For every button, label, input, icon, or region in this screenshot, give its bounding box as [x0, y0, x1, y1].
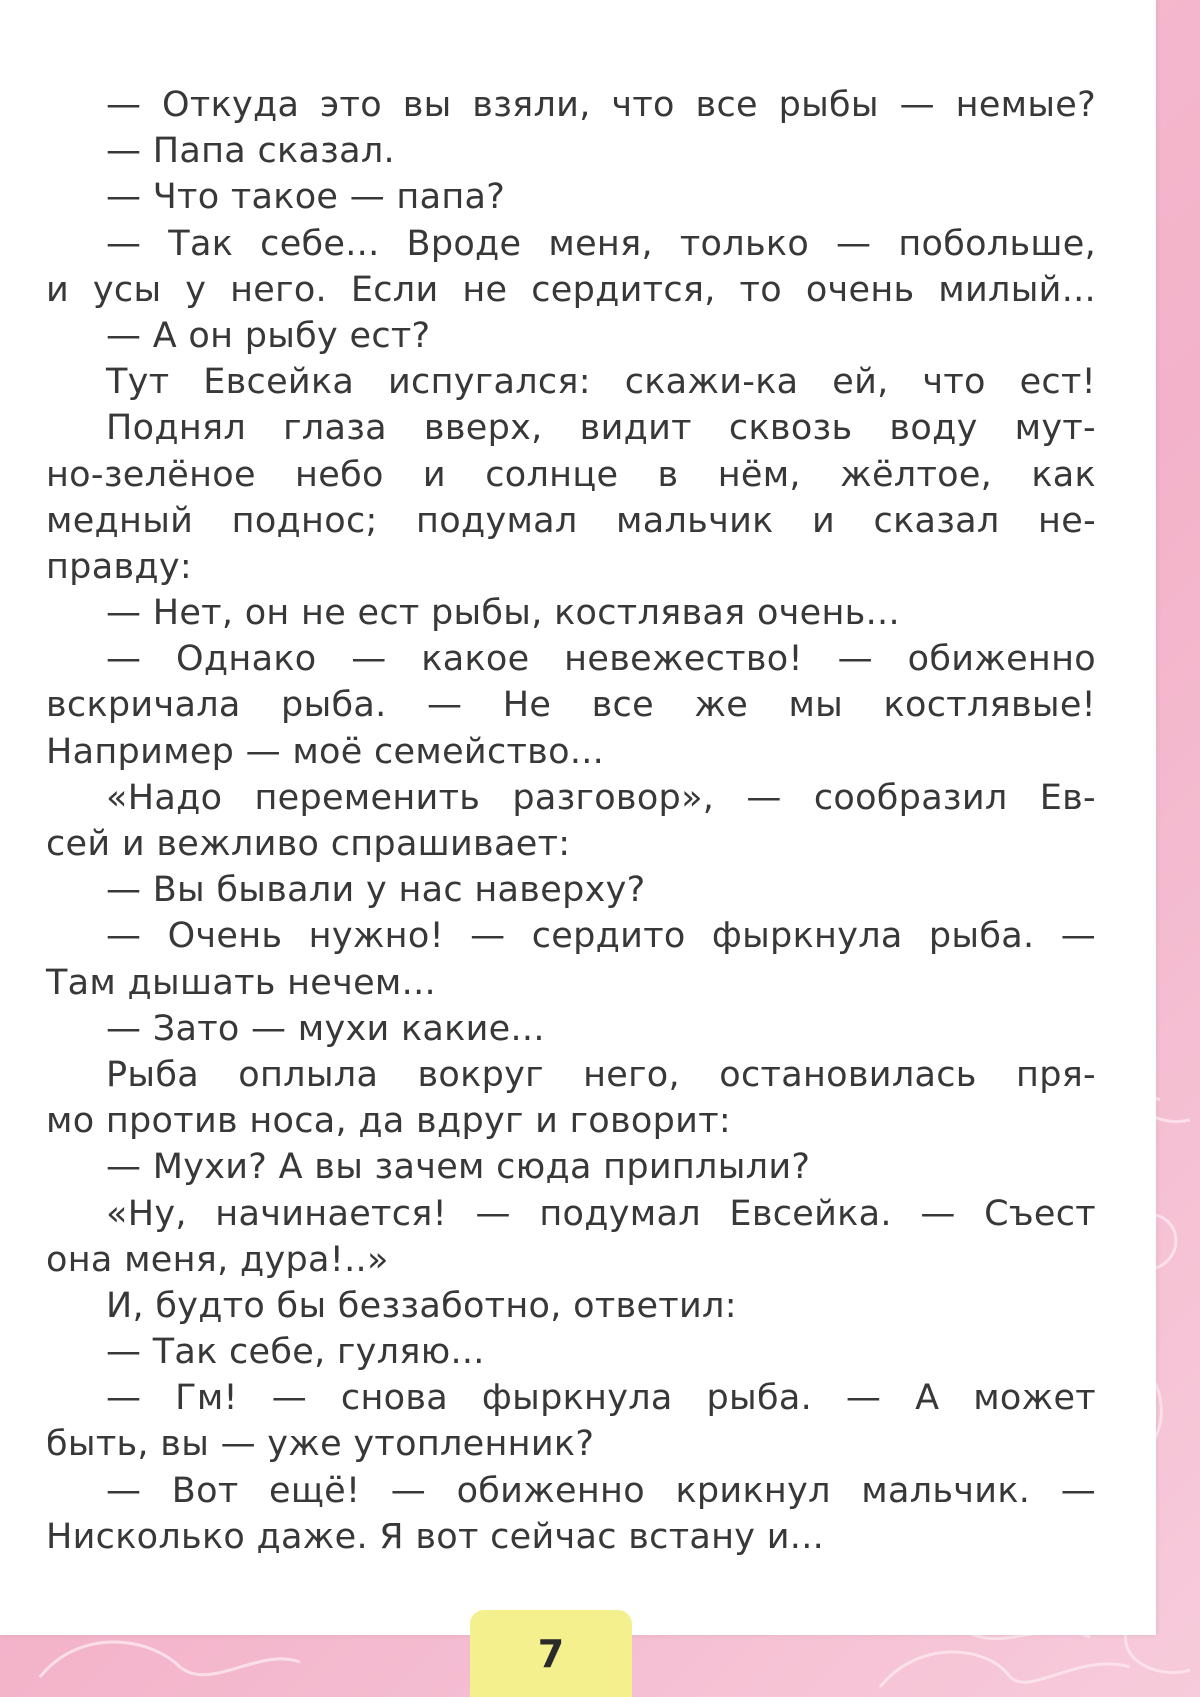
text-line: правду:	[46, 546, 192, 587]
text-line: — Папа сказал.	[106, 131, 395, 172]
text-line: — Мухи? А вы зачем сюда приплыли?	[106, 1147, 811, 1188]
story-text	[46, 82, 1096, 1560]
text-line: Рыба оплыла вокруг него, остановилась пря-	[106, 1054, 1096, 1095]
text-line: Там дышать нечем...	[46, 962, 436, 1003]
text-line: быть, вы — уже утопленник?	[46, 1424, 595, 1465]
text-line: — Гм! — снова фыркнула рыба. — А может	[106, 1378, 1096, 1419]
text-line: вскричала рыба. — Не все же мы костлявые!	[46, 685, 1096, 726]
text-line: — Так себе... Вроде меня, только — побольше,	[106, 223, 1096, 264]
text-line: — Нет, он не ест рыбы, костлявая очень...	[106, 593, 900, 634]
text-line: но-зелёное небо и солнце в нём, жёлтое, как	[46, 454, 1096, 495]
text-line: — Вы бывали у нас наверху?	[106, 870, 646, 911]
text-line: Поднял глаза вверх, видит сквозь воду мут-	[106, 408, 1096, 449]
text-line: Тут Евсейка испугался: скажи-ка ей, что ест!	[106, 362, 1096, 403]
text-line: — Вот ещё! — обиженно крикнул мальчик. —	[106, 1470, 1096, 1511]
text-line: и усы у него. Если не сердится, то очень милый...	[46, 269, 1096, 310]
text-line: — Зато — мухи какие...	[106, 1008, 545, 1049]
text-line: мо против носа, да вдруг и говорит:	[46, 1101, 731, 1142]
text-line: — Очень нужно! — сердито фыркнула рыба. —	[106, 916, 1096, 957]
text-line: И, будто бы беззаботно, ответил:	[106, 1285, 737, 1326]
text-line: — А он рыбу ест?	[106, 315, 431, 356]
text-line: Например — моё семейство...	[46, 731, 605, 772]
text-line: «Надо переменить разговор», — сообразил Ев-	[106, 777, 1096, 818]
text-line: — Что такое — папа?	[106, 177, 506, 218]
text-line: — Откуда это вы взяли, что все рыбы — немые?	[106, 85, 1096, 125]
text-line: сей и вежливо спрашивает:	[46, 824, 571, 864]
page-number: 7	[470, 1610, 632, 1697]
text-line: «Ну, начинается! — подумал Евсейка. — Съест	[106, 1193, 1096, 1234]
text-line: медный поднос; подумал мальчик и сказал не-	[46, 500, 1096, 541]
text-line: она меня, дура!..»	[46, 1239, 389, 1280]
text-line: Нисколько даже. Я вот сейчас встану и...	[46, 1516, 825, 1557]
text-line: — Так себе, гуляю...	[106, 1332, 485, 1373]
text-line: — Однако — какое невежество! — обиженно	[106, 639, 1096, 680]
